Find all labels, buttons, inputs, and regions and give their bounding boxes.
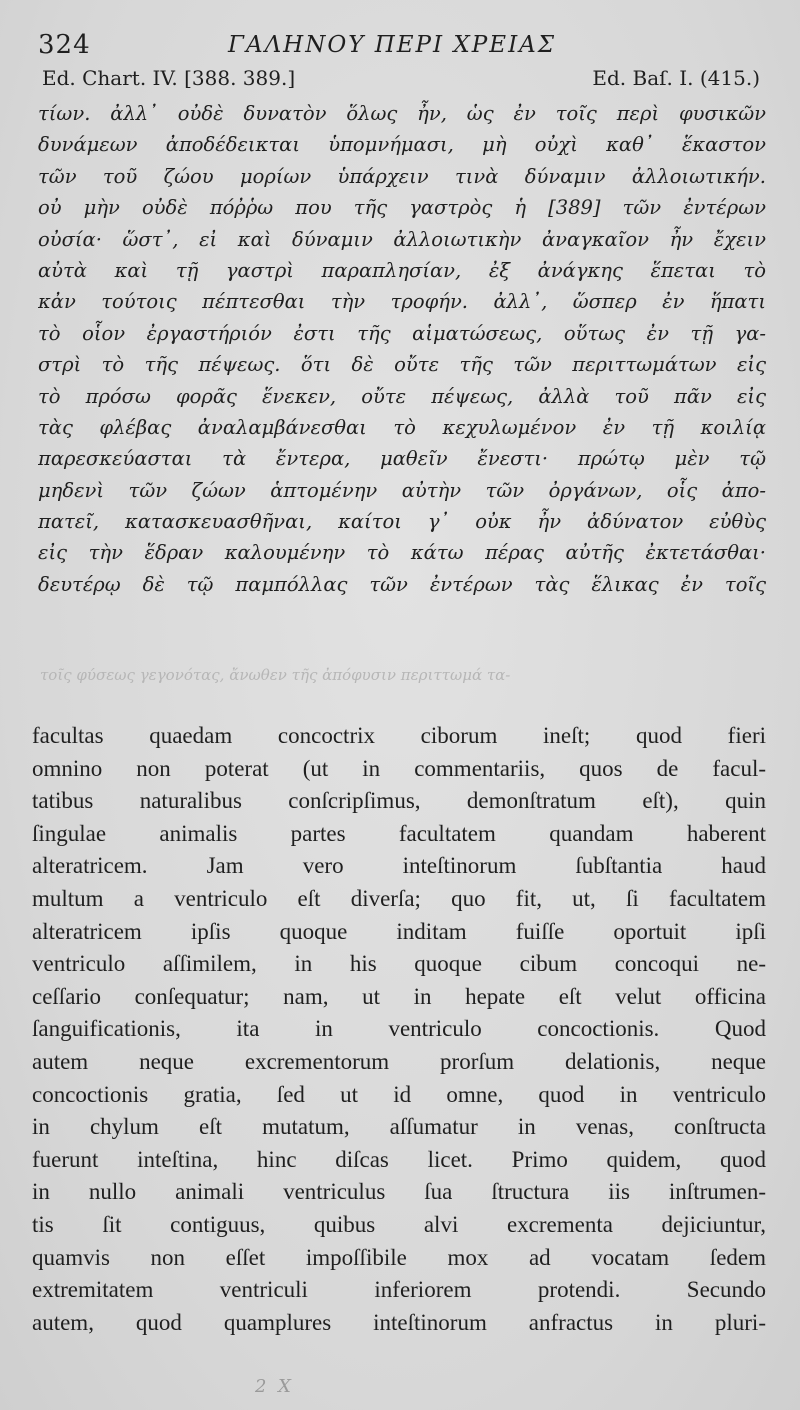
running-header [38,28,768,62]
greek-line: πατεῖ, κατασκευασθῆναι, καίτοι γ᾽ οὐκ ἦν ἀδύνατον εὐθὺς [38,510,766,534]
edition-reference-basel: Ed. Baſ. I. (415.) [592,66,760,90]
greek-line: τίων. ἀλλ᾽ οὐδὲ δυνατὸν ὅλως ἦν, ὡς ἐν τοῖς περὶ φυσικῶν [38,102,766,125]
latin-line: in chylum eſt mutatum, aſſumatur in venas, conſtructa [32,1114,766,1140]
latin-line: multum a ventriculo eſt diverſa; quo fit, ut, ſi facultatem [32,885,766,911]
greek-line: τὸ πρόσω φορᾶς ἕνεκεν, οὔτε πέψεως, ἀλλὰ τοῦ πᾶν εἰς [38,384,766,408]
latin-line: concoctionis gratia, ſed ut id omne, quod in ventriculo [32,1081,766,1107]
latin-line: tis ſit contiguus, quibus alvi excrementa dejiciuntur, [32,1211,766,1237]
latin-line: quamvis non eſſet impoſſibile mox ad vocatam ſedem [32,1244,766,1270]
latin-line: extremitatem ventriculi inferiorem protendi. Secundo [32,1277,766,1303]
greek-line: δευτέρῳ δὲ τῷ παμπόλλας τῶν ἐντέρων τὰς ἕλικας ἐν τοῖς [38,572,766,596]
signature-mark: 2 X [255,1376,294,1397]
latin-line: fuerunt inteſtina, hinc diſcas licet. Primo quidem, quod [32,1146,766,1172]
greek-line: οὐ μὴν οὐδὲ πόῤῥω που τῆς γαστρὸς ἡ [389] τῶν ἐντέρων [38,196,766,220]
greek-line: οὐσία· ὥστ᾽, εἰ καὶ δύναμιν ἀλλοιωτικὴν ἀναγκαῖον ἦν ἔχειν [38,227,766,251]
greek-line: στρὶ τὸ τῆς πέψεως. ὅτι δὲ οὔτε τῆς τῶν περιττωμάτων εἰς [38,353,766,377]
latin-line: ventriculo aſſimilem, in his quoque cibum concoqui ne- [32,951,766,977]
latin-line: ceſſario conſequatur; nam, ut in hepate eſt velut officina [32,983,766,1009]
greek-line: κἀν τούτοις πέπτεσθαι τὴν τροφήν. ἀλλ᾽, ὥσπερ ἐν ἥπατι [38,290,766,314]
greek-line: εἰς τὴν ἕδραν καλουμένην τὸ κάτω πέρας αὐτῆς ἐκτετάσθαι· [38,541,766,565]
greek-text-block [38,98,766,600]
greek-line: παρεσκεύασται τὰ ἔντερα, μαθεῖν ἔνεστι· πρώτῳ μὲν τῷ [38,447,766,471]
latin-text-block [32,720,766,1339]
running-title: ΓΑΛΗΝΟΥ ΠΕΡΙ ΧΡΕΙΑΣ [228,32,557,58]
page-number: 324 [38,30,91,60]
greek-line: δυνάμεων ἀποδέδεικται ὑπομνήμασι, μὴ οὐχὶ καθ᾽ ἕκαστον [38,133,766,157]
latin-line: alteratricem. Jam vero inteſtinorum ſubſtantia haud [32,853,766,879]
greek-line: τῶν τοῦ ζώου μορίων ὑπάρχειν τινὰ δύναμιν ἀλλοιωτικήν. [38,164,766,188]
latin-line: tatibus naturalibus conſcripſimus, demonſtratum eſt), quin [32,788,766,814]
latin-line: omnino non poterat (ut in commentariis, quos de facul- [32,755,766,781]
greek-line: μηδενὶ τῶν ζώων ἁπτομένην αὐτὴν τῶν ὀργάνων, οἷς ἀπο- [38,478,766,502]
latin-line: ſingulae animalis partes facultatem quandam haberent [32,820,766,846]
greek-line: τὸ οἷον ἐργαστήριόν ἐστι τῆς αἱματώσεως, οὕτως ἐν τῇ γα- [38,321,766,345]
latin-line: alteratricem ipſis quoque inditam fuiſſe oportuit ipſi [32,918,766,944]
latin-line: facultas quaedam concoctrix ciborum ineſt; quod fieri [32,723,766,748]
bleed-through-text: τοῖς φύσεως γεγονότας, ἄνωθεν τῆς ἀπόφυσιν περιττωμά τα- [40,666,511,684]
latin-line: autem neque excrementorum prorſum delationis, neque [32,1048,766,1074]
latin-line: in nullo animali ventriculus ſua ſtructura iis inſtrumen- [32,1179,766,1205]
edition-references [38,64,768,94]
latin-line: autem, quod quamplures inteſtinorum anfractus in pluri- [32,1309,766,1335]
greek-line: τὰς φλέβας ἀναλαμβάνεσθαι τὸ κεχυλωμένον ἐν τῇ κοιλίᾳ [38,415,766,439]
greek-line: αὐτὰ καὶ τῇ γαστρὶ παραπλησίαν, ἐξ ἀνάγκης ἕπεται τὸ [38,258,766,282]
latin-line: ſanguificationis, ita in ventriculo concoctionis. Quod [32,1016,766,1042]
edition-reference-chartier: Ed. Chart. IV. [388. 389.] [42,66,296,90]
